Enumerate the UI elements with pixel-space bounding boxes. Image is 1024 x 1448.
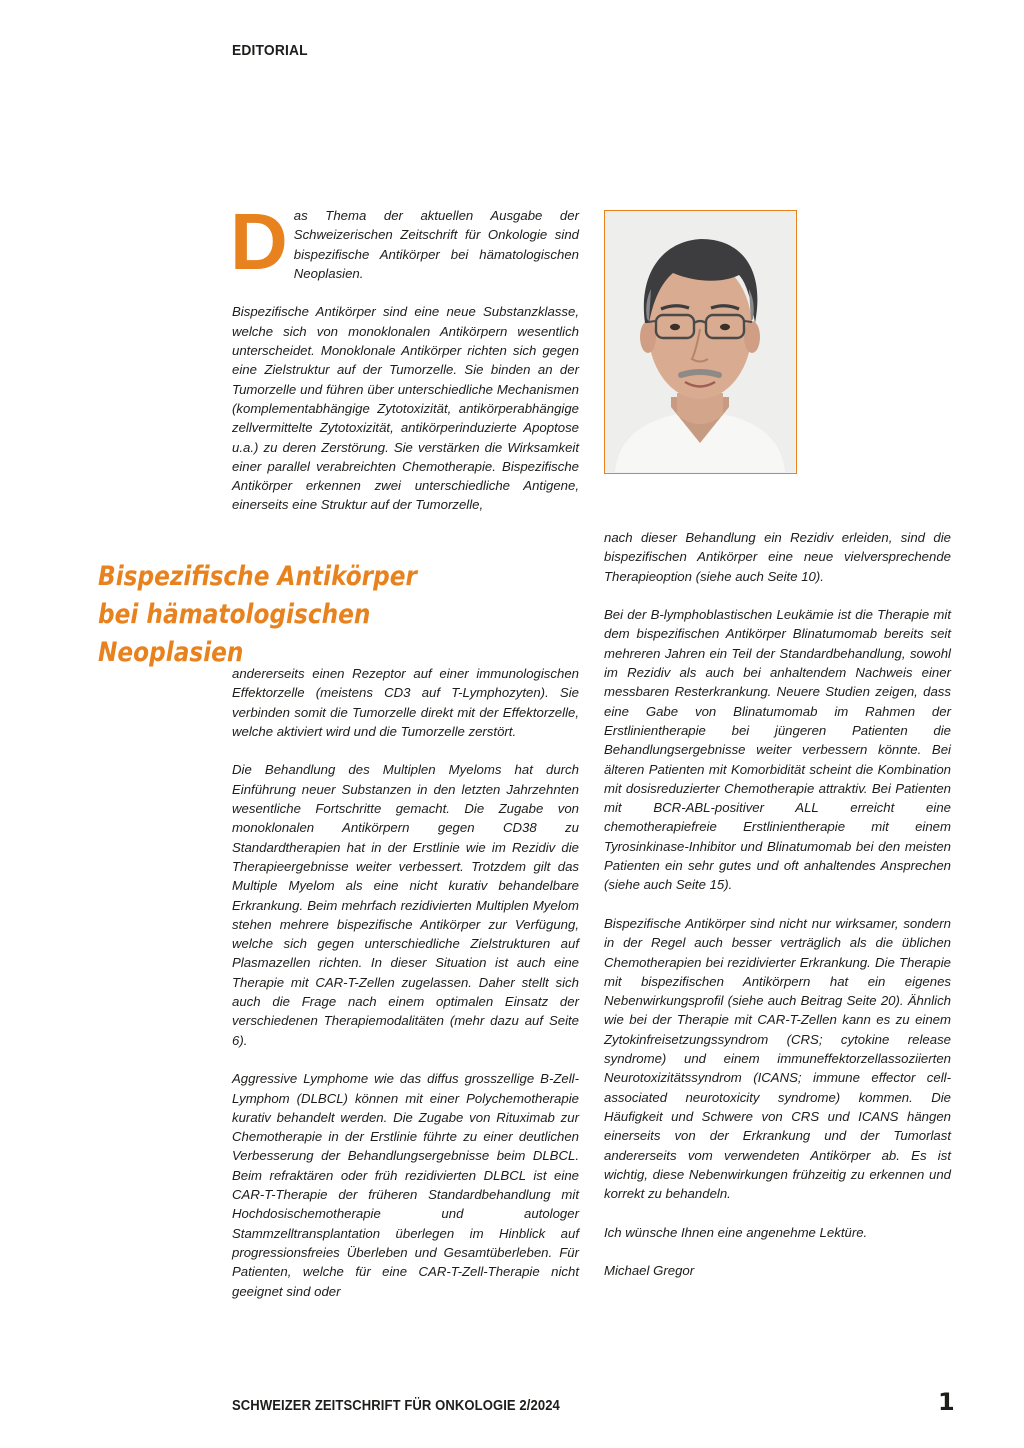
body-paragraph: Bispezifische Antikörper sind eine neue Substanzklasse, welche sich von monoklonalen Antikörpern wesentlich unterscheidet. Monoklonale Antikörper richten sich gegen eine Zielstruktur auf der Tumorzelle. Sie binden an der Tumorzelle und führen über unterschiedliche Mechanismen (komplementabhängige Zytotoxizität, antikörperabhängige zellvermittelte Zytotoxizität, antikörperinduzierte Apoptose u.a.) zu deren Zerstörung. Sie verstärken die Wirksamkeit einer parallel verabreichten Chemotherapie. Bispezifische Antikörper erkennen zwei unterschiedliche Antigene, einerseits eine Struktur auf der Tumorzelle, [232,304,579,513]
body-paragraph: Bispezifische Antikörper sind nicht nur wirksamer, sondern in der Regel auch besser verträglich als die üblichen Chemotherapien bei rezidivierter Erkrankung. Die Therapie mit bispezifischen Antikörpern hat ein eigenes Nebenwirkungsprofil (siehe auch Beitrag Seite 20). Ähnlich wie bei der Therapie mit CAR-T-Zellen kann es zu einem Zytokinfreisetzungssyndrom (CRS; cytokine release syndrome) und einem immuneffektorzellassoziierten Neurotoxizitätssyndrom (ICANS; immune effector cell-associated neurotoxicity syndrome) kommen. Die Häufigkeit und Schwere von CRS und ICANS hängen einerseits von der Erkrankung und der Tumorlast andererseits vom verwendeten Antikörper ab. Es ist wichtig, diese Nebenwirkungen frühzeitig zu erkennen und korrekt zu behandeln. [604,915,951,1202]
article-column-left-bottom [232,664,579,1301]
body-paragraph: andererseits einen Rezeptor auf einer immunologischen Effektorzelle (meistens CD3 auf T-Lymphozyten). Sie verbinden somit die Tumorzelle direkt mit der Effektorzelle, welche aktiviert wird und die Tumorzelle zerstört. [232,666,579,739]
section-label: EDITORIAL [232,42,308,59]
article-column-right [604,528,951,1281]
headline-line-2: bei hämatologischen Neoplasien [98,599,371,668]
drop-cap: D [230,197,288,286]
headline-line-1: Bispezifische Antikörper [98,561,417,592]
article-column-left-top [230,197,579,515]
closing-line: Ich wünsche Ihnen eine angenehme Lektüre. [604,1224,868,1240]
lead-text: as Thema der aktuellen Ausgabe der Schweizerischen Zeitschrift für Onkologie sind bispezifische Antikörper bei hämatologischen Neoplasien. [293,208,579,281]
portrait-illustration [605,211,795,472]
article-headline [98,558,511,672]
body-paragraph: nach dieser Behandlung ein Rezidiv erleiden, sind die bispezifischen Antikörper eine neue vielversprechende Therapieoption (siehe auch Seite 10). [604,530,951,584]
body-paragraph: Bei der B-lymphoblastischen Leukämie ist die Therapie mit dem bispezifischen Antikörper Blinatumomab bereits seit mehreren Jahren ein Teil der Standardbehandlung, sowohl im Rezidiv als auch bei anhaltendem Nachweis einer messbaren Resterkrankung. Neuere Studien zeigen, dass eine Gabe von Blinatumomab im Rahmen der Erstlinientherapie bei jüngeren Patienten die Behandlungsergebnisse weiter verbessern könnte. Bei älteren Patienten mit Komorbidität scheint die Kombination mit dosisreduzierter Chemotherapie attraktiv. Bei Patienten mit BCR-ABL-positiver ALL erreicht eine chemotherapiefreie Erstlinientherapie mit einem Tyrosinkinase-Inhibitor und Blinatumomab bei den meisten Patienten ein sehr gutes und oft anhaltendes Ansprechen (siehe auch Seite 15). [604,607,951,893]
author-portrait [604,210,797,474]
author-signature: Michael Gregor [604,1263,695,1279]
page-number: 1 [938,1388,955,1416]
body-paragraph: Die Behandlung des Multiplen Myeloms hat durch Einführung neuer Substanzen in den letzten Jahrzehnten wesentliche Fortschritte gemacht. Die Zugabe von monoklonalen Antikörpern gegen CD38 zu Standardtherapien hat in der Erstlinie wie im Rezidiv die Therapieergebnisse weiter verbessert. Trotzdem gilt das Multiple Myelom als eine nicht kurativ behandelbare Erkrankung. Beim mehrfach rezidivierten Multiplen Myelom stehen mehrere bispezifische Antikörper zur Verfügung, welche sich gegen unterschiedliche Zielstrukturen auf Plasmazellen richten. In dieser Situation ist auch eine Therapie mit CAR-T-Zellen zugelassen. Daher stellt sich auch die Frage nach einem optimalen Einsatz der verschiedenen Therapiemodalitäten (mehr dazu auf Seite 6). [232,762,579,1048]
lead-paragraph [230,197,579,286]
footer-journal-title: SCHWEIZER ZEITSCHRIFT FÜR ONKOLOGIE 2/2024 [232,1398,560,1414]
body-paragraph: Aggressive Lymphome wie das diffus grosszellige B-Zell-Lymphom (DLBCL) können mit einer Polychemotherapie kurativ behandelt werden. Die Zugabe von Rituximab zur Chemotherapie in der Erstlinie führte zu einer deutlichen Verbesserung der Behandlungsergebnisse beim DLBCL. Beim refraktären oder früh rezidivierten DLBCL ist eine CAR-T-Therapie der früheren Standardbehandlung mit Hochdosischemotherapie und autologer Stammzelltransplantation überlegen im Hinblick auf progressionsfreies Überleben und Gesamtüberleben. Für Patienten, welche für eine CAR-T-Zell-Therapie nicht geeignet sind oder [232,1071,579,1299]
